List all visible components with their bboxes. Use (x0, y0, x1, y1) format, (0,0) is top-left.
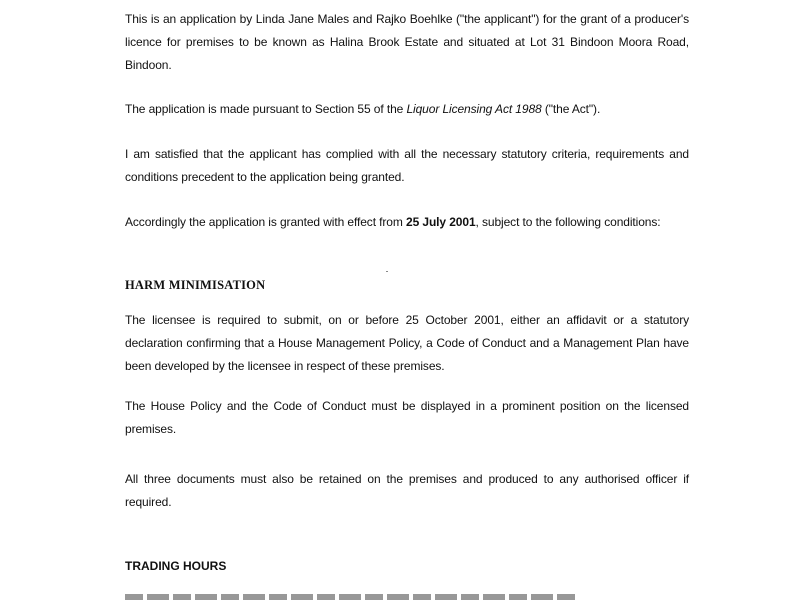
cut-off-text-line (125, 594, 575, 600)
trading-hours-heading: TRADING HOURS (125, 559, 227, 573)
scan-speck (386, 271, 388, 272)
effective-date: 25 July 2001 (406, 215, 476, 229)
grant-conditions-text: , subject to the following conditions: (475, 215, 661, 229)
statutory-basis-text: The application is made pursuant to Section 55 of the (125, 102, 407, 116)
grant-text: Accordingly the application is granted with effect from (125, 215, 406, 229)
retention-requirement-paragraph: All three documents must also be retained on the premises and produced to any authorised officer if required. (125, 472, 689, 509)
statutory-basis-paragraph (125, 98, 689, 121)
affidavit-requirement-paragraph: The licensee is required to submit, on or before 25 October 2001, either an affidavit or a statutory declaration confirming that a House Management Policy, a Code of Conduct and a Management Plan have been developed by the licensee in respect of these premises. (125, 313, 689, 373)
grant-paragraph (125, 211, 689, 234)
harm-minimisation-heading: HARM MINIMISATION (125, 278, 266, 292)
act-name: Liquor Licensing Act 1988 (406, 102, 542, 116)
act-abbreviation: ("the Act"). (541, 102, 601, 116)
application-intro-paragraph: This is an application by Linda Jane Males and Rajko Boehlke ("the applicant") for the grant of a producer's licence for premises to be known as Halina Brook Estate and situated at Lot 31 Bindoon Moora Road, Bindoon. (125, 12, 689, 72)
display-requirement-paragraph: The House Policy and the Code of Conduct must be displayed in a prominent position on the licensed premises. (125, 399, 689, 436)
satisfaction-paragraph: I am satisfied that the applicant has complied with all the necessary statutory criteria, requirements and conditions precedent to the application being granted. (125, 147, 689, 184)
